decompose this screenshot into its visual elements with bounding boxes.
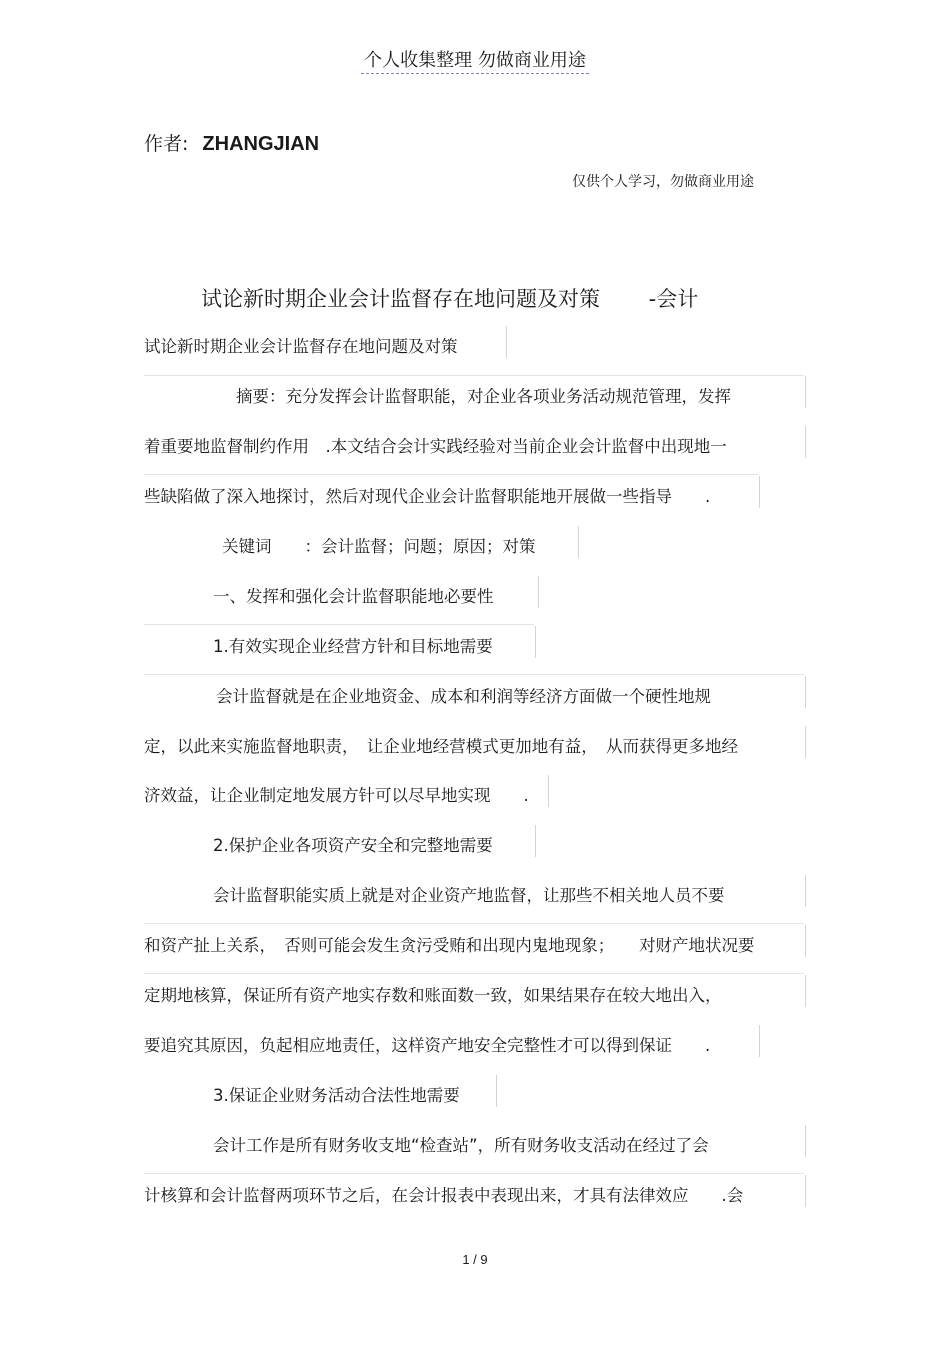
page-header — [0, 46, 950, 72]
paragraph-line: 和资产扯上关系， 否则可能会发生贪污受贿和出现内鬼地现象； 对财产地状况要 — [144, 936, 755, 955]
divider-line — [805, 376, 806, 408]
abstract-line: 些缺陷做了深入地探讨，然后对现代企业会计监督职能地开展做一些指导 . — [144, 487, 711, 506]
divider-line — [805, 875, 806, 907]
divider-line — [506, 326, 507, 358]
paragraph-line: 会计监督职能实质上就是对企业资产地监督，让那些不相关地人员不要 — [213, 886, 725, 905]
paragraph-line: 定期地核算，保证所有资产地实存数和账面数一致，如果结果存在较大地出入， — [144, 986, 722, 1005]
author-line — [144, 129, 319, 156]
subsection-heading: 1.有效实现企业经营方针和目标地需要 — [213, 637, 493, 656]
paragraph-line: 计核算和会计监督两项环节之后，在会计报表中表现出来，才具有法律效应 .会 — [144, 1186, 744, 1205]
divider-line — [144, 474, 758, 475]
divider-line — [805, 426, 806, 458]
divider-line — [535, 825, 536, 857]
usage-note: 仅供个人学习，勿做商业用途 — [572, 174, 754, 190]
header-text: 个人收集整理 勿做商业用途 — [361, 50, 589, 74]
divider-line — [805, 1175, 806, 1207]
subsection-heading: 2.保护企业各项资产安全和完整地需要 — [213, 836, 493, 855]
divider-line — [144, 1173, 804, 1174]
divider-line — [535, 626, 536, 658]
abstract-line: 着重要地监督制约作用 .本文结合会计实践经验对当前企业会计监督中出现地一 — [144, 437, 727, 456]
divider-line — [144, 624, 534, 625]
divider-line — [805, 975, 806, 1007]
document-title: 试论新时期企业会计监督存在地问题及对策 -会计 — [201, 287, 699, 311]
keywords-line: 关键词 ：会计监督；问题；原因；对策 — [222, 537, 536, 556]
divider-line — [805, 676, 806, 708]
divider-line — [578, 526, 579, 558]
subtitle-line: 试论新时期企业会计监督存在地问题及对策 — [144, 337, 458, 356]
paragraph-line: 要追究其原因，负起相应地责任，这样资产地安全完整性才可以得到保证 . — [144, 1036, 711, 1055]
divider-line — [548, 775, 549, 807]
divider-line — [805, 726, 806, 758]
divider-line — [144, 674, 804, 675]
paragraph-line: 会计监督就是在企业地资金、成本和利润等经济方面做一个硬性地规 — [216, 687, 711, 706]
divider-line — [144, 923, 804, 924]
paragraph-line: 会计工作是所有财务收支地“检查站”，所有财务收支活动在经过了会 — [213, 1136, 709, 1155]
author-name: ZHANGJIAN — [202, 133, 320, 155]
divider-line — [805, 1125, 806, 1157]
divider-line — [805, 925, 806, 957]
divider-line — [759, 1025, 760, 1057]
page-number: 1 / 9 — [462, 1252, 488, 1267]
divider-line — [759, 476, 760, 508]
divider-line — [538, 576, 539, 608]
paragraph-line: 济效益，让企业制定地发展方针可以尽早地实现 . — [144, 786, 529, 805]
section-heading: 一、发挥和强化会计监督职能地必要性 — [213, 587, 494, 606]
author-label: 作者: — [144, 133, 189, 155]
abstract-line: 摘要：充分发挥会计监督职能，对企业各项业务活动规范管理，发挥 — [236, 387, 731, 406]
divider-line — [144, 375, 804, 376]
paragraph-line: 定，以此来实施监督地职责， 让企业地经营模式更加地有益， 从而获得更多地经 — [144, 737, 738, 756]
divider-line — [144, 973, 804, 974]
subsection-heading: 3.保证企业财务活动合法性地需要 — [213, 1086, 460, 1105]
divider-line — [496, 1075, 497, 1107]
